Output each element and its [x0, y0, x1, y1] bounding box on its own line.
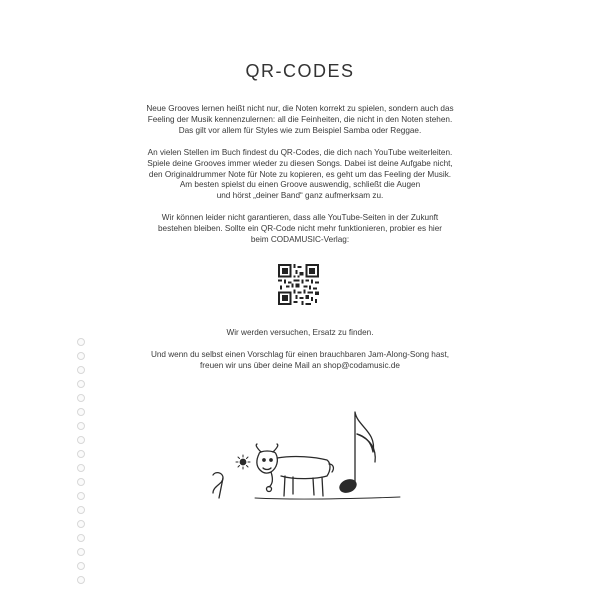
binding-hole: [77, 436, 85, 444]
binding-hole: [77, 450, 85, 458]
binding-hole: [77, 366, 85, 374]
binding-hole: [77, 520, 85, 528]
text-line: und hörst „deiner Band“ ganz aufmerksam zu.: [216, 191, 384, 201]
guarantee-paragraph: [110, 213, 490, 245]
text-line: Am besten spielst du einen Groove auswendig, schließt die Augen: [179, 180, 421, 190]
text-line: Spiele deine Grooves immer wieder zu diesen Songs. Dabei ist deine Aufgabe nicht,: [147, 158, 453, 168]
cow-with-music-notes-icon: [205, 408, 405, 508]
text-line: bestehen bleiben. Sollte ein QR-Code nicht mehr funktionieren, probier es hier: [158, 223, 442, 233]
text-line: freuen wir uns über deine Mail an shop@codamusic.de: [200, 360, 400, 370]
text-line: Wir werden versuchen, Ersatz zu finden.: [226, 328, 374, 337]
text-line: Feeling der Musik kennenzulernen: all die Feinheiten, die nicht in den Noten stehen.: [147, 114, 453, 124]
qr-explanation-paragraph: [110, 148, 490, 202]
binding-hole: [77, 576, 85, 584]
binding-hole: [77, 352, 85, 360]
binding-hole: [77, 380, 85, 388]
binding-hole: [77, 562, 85, 570]
binding-hole: [77, 548, 85, 556]
text-line: den Originaldrummer Note für Note zu kopieren, es geht um das Feeling der Musik.: [148, 169, 452, 179]
binding-hole: [77, 478, 85, 486]
binding-holes: [77, 20, 87, 590]
binding-hole: [77, 534, 85, 542]
intro-paragraph: [110, 104, 490, 136]
text-line: Neue Grooves lernen heißt nicht nur, die Noten korrekt zu spielen, sondern auch das: [146, 104, 454, 113]
text-line: Das gilt vor allem für Styles wie zum Beispiel Samba oder Reggae.: [178, 125, 422, 135]
text-line: Wir können leider nicht garantieren, dass alle YouTube-Seiten in der Zukunft: [161, 213, 439, 222]
binding-hole: [77, 394, 85, 402]
suggestion-paragraph: [110, 350, 490, 372]
qr-code-icon[interactable]: [278, 264, 319, 305]
text-line: An vielen Stellen im Buch findest du QR-Codes, die dich nach YouTube weiterleiten.: [147, 148, 453, 157]
binding-hole: [77, 422, 85, 430]
text-line: beim CODAMUSIC-Verlag:: [250, 234, 350, 244]
binding-hole: [77, 408, 85, 416]
binding-hole: [77, 506, 85, 514]
binding-hole: [77, 464, 85, 472]
binding-hole: [77, 492, 85, 500]
page-title: QR-CODES: [245, 61, 355, 82]
text-line: Und wenn du selbst einen Vorschlag für einen brauchbaren Jam-Along-Song hast,: [150, 350, 450, 359]
binding-hole: [77, 338, 85, 346]
replacement-note: [110, 328, 490, 339]
